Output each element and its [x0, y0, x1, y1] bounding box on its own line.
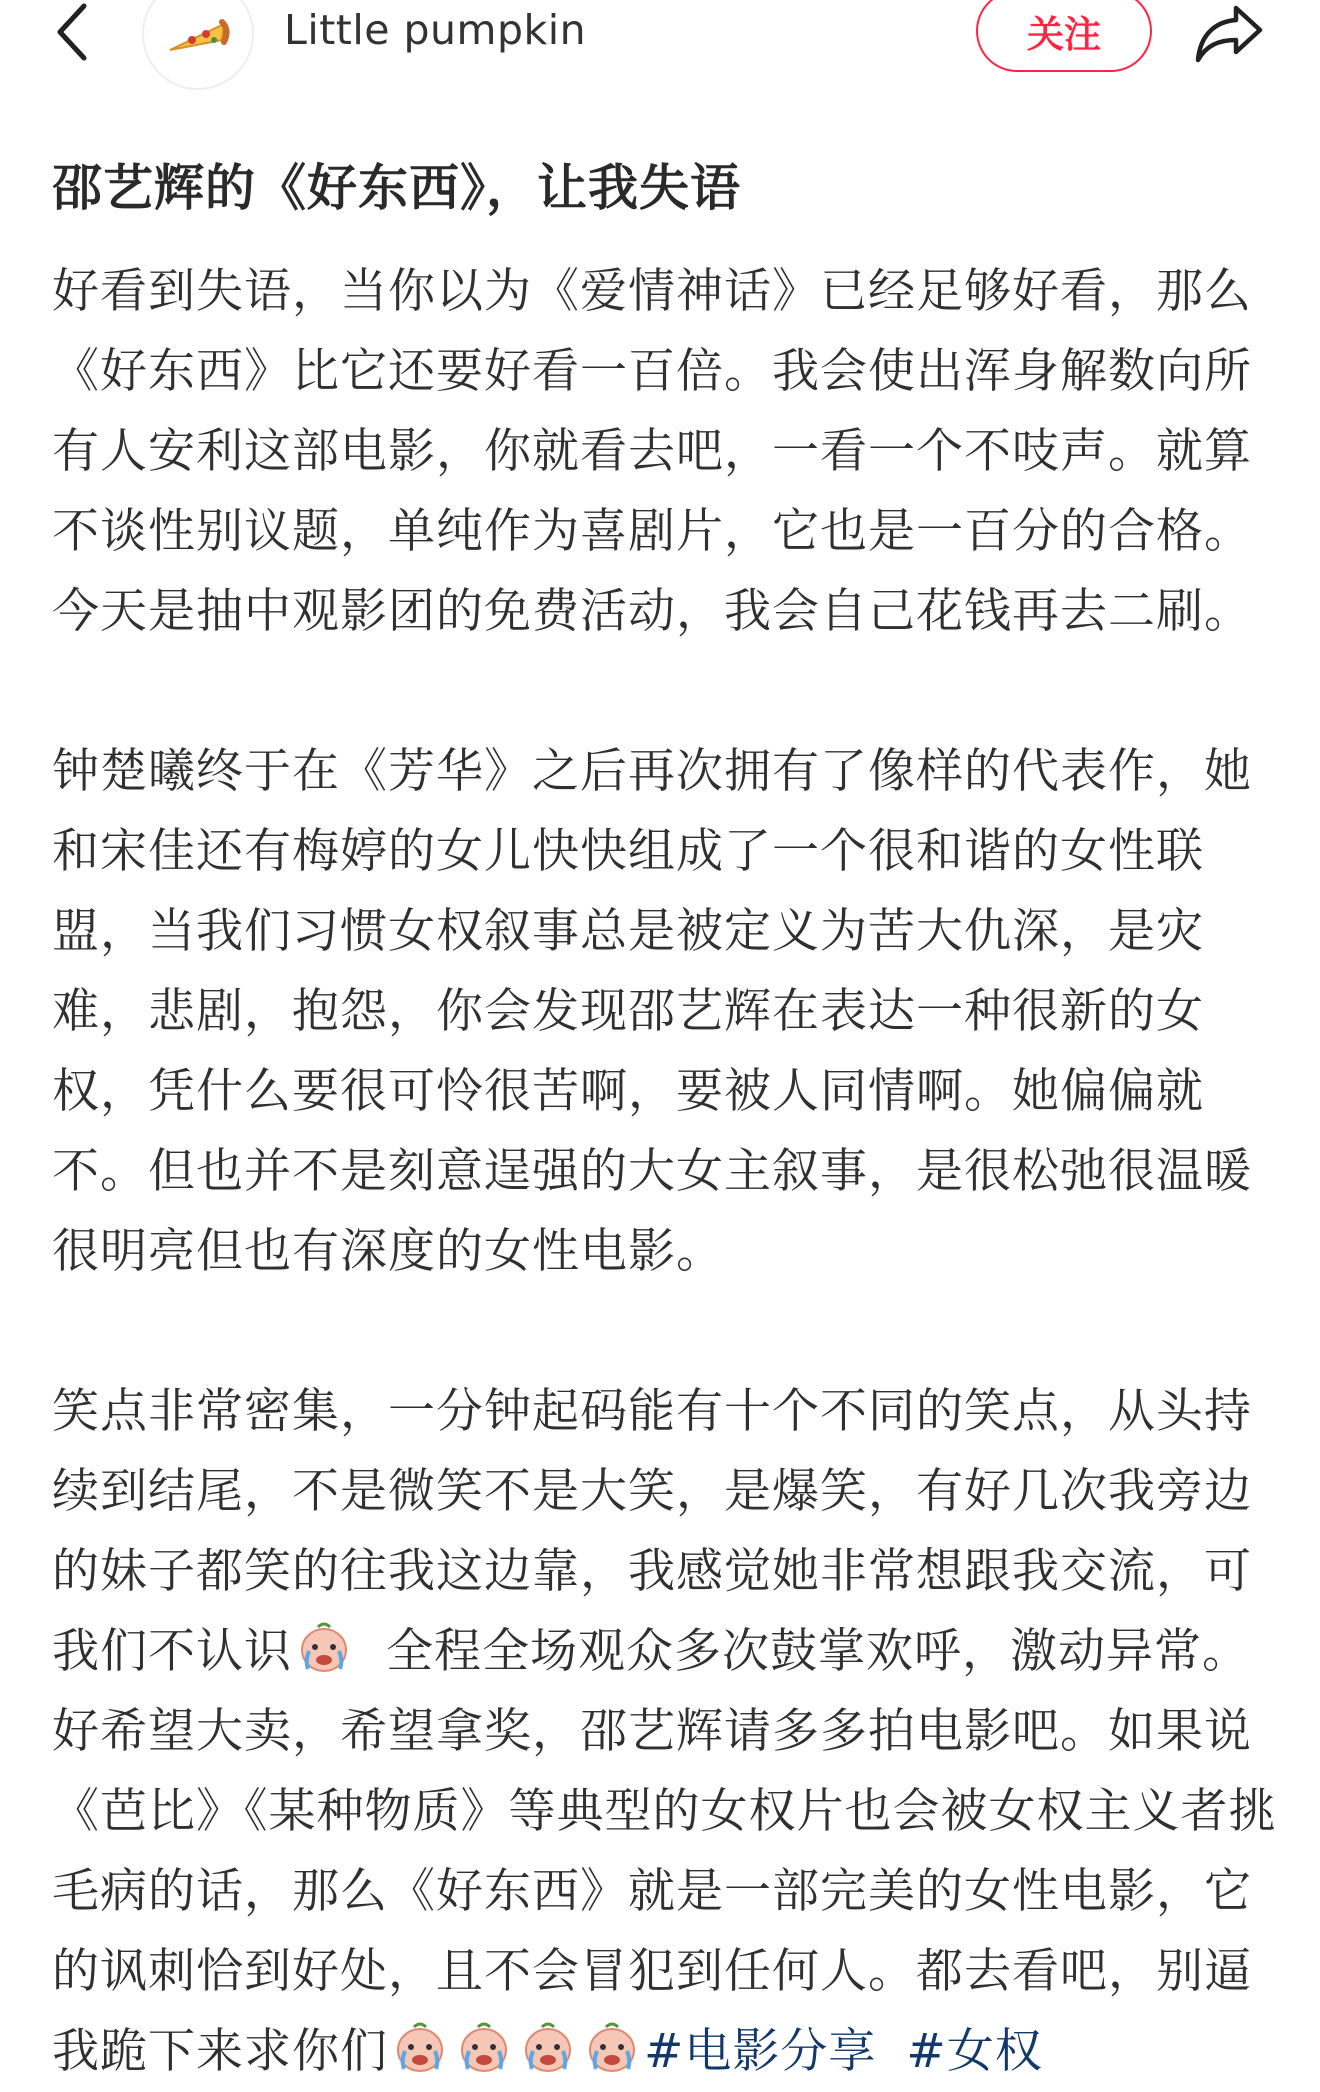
post-body [52, 252, 1282, 2092]
paragraph-3 [52, 1372, 1282, 2092]
crying-face-emoji-icon [392, 2019, 448, 2075]
share-button[interactable] [1192, 0, 1268, 68]
post-title: 邵艺辉的《好东西》，让我失语 [52, 159, 741, 217]
top-bar [0, 0, 1320, 92]
hashtag-feminism[interactable]: #女权 [906, 2024, 1043, 2079]
paragraph-3-part-1: 笑点非常密集，一分钟起码能有十个不同的笑点，从头持续到结尾，不是微笑不是大笑，是爆笑，有好几次我旁边的妹子都笑的往我这边靠，我感觉她非常想跟我交流，可我们不认识 [52, 1384, 1252, 1679]
hashtag-movie-share[interactable]: #电影分享 [644, 2024, 877, 2079]
crying-face-emoji-icon [520, 2019, 576, 2075]
paragraph-2: 钟楚曦终于在《芳华》之后再次拥有了像样的代表作，她和宋佳还有梅婷的女儿快快组成了一个很和谐的女性联盟，当我们习惯女权叙事总是被定义为苦大仇深，是灾难，悲剧，抱怨，你会发现邵艺辉在表达一种很新的女权，凭什么要很可怜很苦啊，要被人同情啊。她偏偏就不。但也并不是刻意逞强的大女主叙事，是很松弛很温暖很明亮但也有深度的女性电影。 [52, 744, 1252, 1279]
paragraph-3-part-2: 全程全场观众多次鼓掌欢呼，激动异常。好希望大卖，希望拿奖，邵艺辉请多多拍电影吧。如果说《芭比》《某种物质》等典型的女权片也会被女权主义者挑毛病的话，那么《好东西》就是一部完美的女性电影，它的讽刺恰到好处，且不会冒犯到任何人。都去看吧，别逼我跪下来求你们 [52, 1624, 1277, 2079]
crying-face-emoji-icon [296, 1619, 352, 1675]
follow-button[interactable]: 关注 [976, 0, 1152, 72]
chevron-left-icon [48, 2, 104, 62]
crying-face-emoji-icon [456, 2019, 512, 2075]
paragraph-1: 好看到失语，当你以为《爱情神话》已经足够好看，那么《好东西》比它还要好看一百倍。我会使出浑身解数向所有人安利这部电影，你就看去吧，一看一个不吱声。就算不谈性别议题，单纯作为喜剧片，它也是一百分的合格。今天是抽中观影团的免费活动，我会自己花钱再去二刷。 [52, 264, 1252, 639]
share-arrow-icon [1192, 0, 1268, 68]
pizza-icon [144, 0, 252, 88]
username[interactable]: Little pumpkin [284, 6, 587, 54]
back-button[interactable] [48, 2, 104, 62]
crying-face-emoji-icon [584, 2019, 640, 2075]
avatar[interactable] [142, 0, 254, 90]
